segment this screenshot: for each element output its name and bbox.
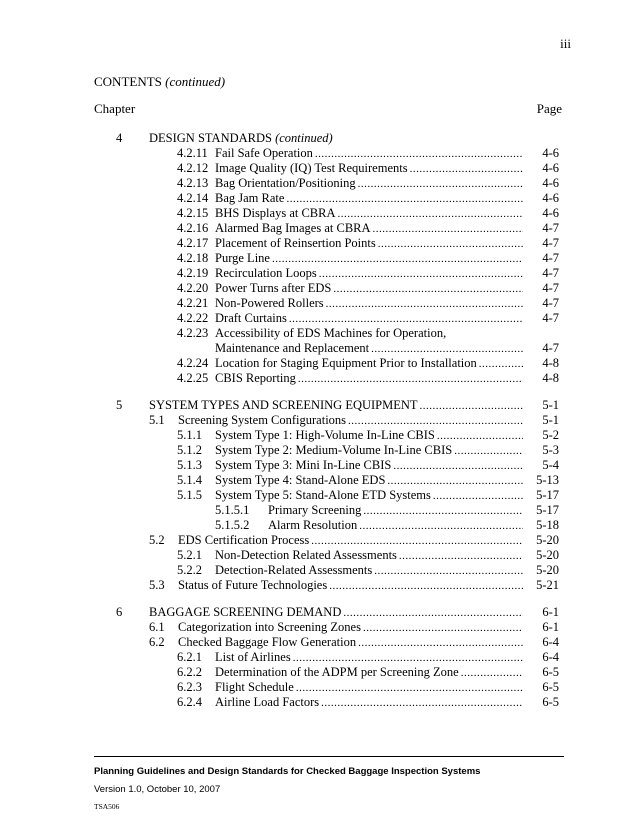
- toc-row: [0, 221, 638, 236]
- page-ref: 6-4: [542, 650, 559, 664]
- toc-row: [0, 695, 638, 710]
- dot-leader: [454, 444, 523, 459]
- toc-entry[interactable]: [177, 326, 523, 341]
- toc-entry[interactable]: [149, 533, 523, 549]
- section-title-text: Location for Staging Equipment Prior to Installation: [215, 356, 477, 370]
- section-title-text: System Type 1: High-Volume In-Line CBIS: [215, 428, 435, 442]
- section-number: 6.2.1: [177, 650, 202, 664]
- chapter-number: 4: [116, 131, 123, 145]
- section-number: 4.2.23: [177, 326, 209, 340]
- section-title: [215, 695, 319, 710]
- toc-entry[interactable]: [177, 356, 523, 372]
- toc-row: [0, 428, 638, 443]
- toc-entry[interactable]: [177, 251, 523, 267]
- toc-entry[interactable]: [177, 473, 523, 489]
- dot-leader: [378, 237, 523, 252]
- page-ref: 6-1: [542, 620, 559, 634]
- section-title: [268, 503, 361, 518]
- section-title: [215, 191, 284, 206]
- page-ref: 5-3: [542, 443, 559, 457]
- section-title: [215, 161, 408, 176]
- section-number: 6.2.3: [177, 680, 202, 694]
- dot-leader: [433, 489, 523, 504]
- section-number: 5.2: [149, 533, 165, 547]
- page-ref: 5-2: [542, 428, 559, 442]
- page-ref: 5-18: [536, 518, 559, 532]
- section-number: 4.2.25: [177, 371, 209, 385]
- toc-row: [0, 503, 638, 518]
- section-number: 6.2.4: [177, 695, 202, 709]
- dot-leader: [319, 267, 523, 282]
- dot-leader: [293, 651, 523, 666]
- toc-entry[interactable]: [177, 695, 523, 711]
- section-number: 5.2.1: [177, 548, 202, 562]
- toc-row: [0, 191, 638, 206]
- page-column-header: Page: [536, 101, 562, 116]
- page-ref: 4-7: [542, 221, 559, 235]
- section-number: 5.1.2: [177, 443, 202, 457]
- toc-entry[interactable]: [177, 458, 523, 474]
- section-title-text: List of Airlines: [215, 650, 291, 664]
- section-title: [149, 131, 333, 146]
- toc-entry[interactable]: [149, 635, 523, 651]
- page-ref: 5-1: [542, 413, 559, 427]
- section-title: [215, 341, 369, 356]
- footer-code: TSA506: [94, 802, 120, 811]
- toc-entry[interactable]: [177, 176, 523, 192]
- toc-row: [0, 251, 638, 266]
- toc-row: [0, 206, 638, 221]
- footer-title: Planning Guidelines and Design Standards for Checked Baggage Inspection Systems: [94, 766, 481, 777]
- dot-leader: [358, 636, 523, 651]
- toc-row: [0, 266, 638, 281]
- section-title: [215, 146, 313, 161]
- toc-row: [0, 281, 638, 296]
- toc-entry[interactable]: [177, 191, 523, 207]
- section-number: 4.2.12: [177, 161, 209, 175]
- section-number: 6.1: [149, 620, 165, 634]
- page-ref: 6-5: [542, 665, 559, 679]
- page-ref: 4-7: [542, 341, 559, 355]
- contents-qualifier: (continued): [165, 74, 226, 89]
- toc-row: [0, 341, 638, 356]
- toc-row: [0, 473, 638, 488]
- section-title: [178, 620, 361, 635]
- toc-row: [0, 563, 638, 578]
- toc-row: [0, 413, 638, 428]
- section-title: [215, 665, 459, 680]
- toc-row: [0, 680, 638, 695]
- section-number: 4.2.20: [177, 281, 209, 295]
- toc-entry[interactable]: [177, 650, 523, 666]
- toc-row: [0, 131, 638, 146]
- toc-entry[interactable]: [177, 311, 523, 327]
- section-title-text: Alarm Resolution: [268, 518, 358, 532]
- section-title: [215, 236, 376, 251]
- dot-leader: [296, 681, 523, 696]
- dot-leader: [286, 192, 523, 207]
- dot-leader: [289, 312, 523, 327]
- toc-entry[interactable]: [177, 266, 523, 282]
- toc-row: [0, 458, 638, 473]
- toc-entry[interactable]: [149, 620, 523, 636]
- toc-row: [0, 443, 638, 458]
- toc-entry[interactable]: [215, 503, 523, 519]
- page-ref: 4-8: [542, 371, 559, 385]
- page-ref: 4-7: [542, 296, 559, 310]
- section-title-text: Non-Detection Related Assessments: [215, 548, 397, 562]
- section-title-text: Power Turns after EDS: [215, 281, 332, 295]
- toc-row: [0, 548, 638, 563]
- footer-divider: [94, 756, 564, 757]
- toc-row: [0, 356, 638, 371]
- section-number: 4.2.24: [177, 356, 209, 370]
- section-title: [215, 251, 270, 266]
- toc-entry[interactable]: [149, 413, 523, 429]
- section-number: 6.2: [149, 635, 165, 649]
- section-number: 4.2.14: [177, 191, 209, 205]
- section-title-text: Accessibility of EDS Machines for Operation,: [215, 326, 447, 340]
- section-title-text: Fail Safe Operation: [215, 146, 313, 160]
- page-ref: 5-4: [542, 458, 559, 472]
- page-ref: 5-17: [536, 503, 559, 517]
- section-title-text: Flight Schedule: [215, 680, 294, 694]
- toc-entry[interactable]: [177, 443, 523, 459]
- toc-row: [0, 650, 638, 665]
- table-of-contents: [0, 131, 638, 710]
- section-title: [215, 473, 385, 488]
- section-title-text: Purge Line: [215, 251, 270, 265]
- section-title: [215, 458, 391, 473]
- section-title: [178, 635, 356, 650]
- section-number: 5.1.1: [177, 428, 202, 442]
- section-number: 4.2.19: [177, 266, 209, 280]
- toc-entry[interactable]: [177, 146, 523, 162]
- section-title-text: BAGGAGE SCREENING DEMAND: [149, 605, 342, 619]
- section-number: 4.2.18: [177, 251, 209, 265]
- section-title-text: Placement of Reinsertion Points: [215, 236, 376, 250]
- dot-leader: [420, 399, 523, 414]
- section-title-text: Maintenance and Replacement: [215, 341, 370, 355]
- section-title: [215, 281, 331, 296]
- toc-row: [0, 236, 638, 251]
- toc-row: [0, 296, 638, 311]
- dot-leader: [343, 606, 523, 621]
- page-ref: 5-20: [536, 548, 559, 562]
- toc-row: [0, 371, 638, 386]
- section-title: [149, 605, 341, 620]
- dot-leader: [298, 372, 523, 387]
- section-title: [149, 398, 418, 413]
- toc-entry[interactable]: [177, 371, 523, 387]
- section-title-text: Screening System Configurations: [178, 413, 347, 427]
- toc-entry[interactable]: [177, 281, 523, 297]
- page-ref: 4-7: [542, 281, 559, 295]
- contents-title: [94, 74, 225, 90]
- section-title-text: Alarmed Bag Images at CBRA: [215, 221, 371, 235]
- page-ref: 4-7: [542, 236, 559, 250]
- section-number: 5.1.4: [177, 473, 202, 487]
- toc-entry[interactable]: [177, 221, 523, 237]
- section-title-text: SYSTEM TYPES AND SCREENING EQUIPMENT: [149, 398, 418, 412]
- section-title-text: System Type 2: Medium-Volume In-Line CBIS: [215, 443, 453, 457]
- section-number: 5.1.5.2: [215, 518, 250, 532]
- toc-row: [0, 533, 638, 548]
- section-title: [215, 650, 291, 665]
- section-title: [215, 680, 294, 695]
- section-number: 6.2.2: [177, 665, 202, 679]
- dot-leader: [363, 621, 523, 636]
- toc-entry[interactable]: [177, 236, 523, 252]
- section-title-text: Image Quality (IQ) Test Requirements: [215, 161, 408, 175]
- section-number: 5.2.2: [177, 563, 202, 577]
- dot-leader: [321, 696, 523, 711]
- page-ref: 6-4: [542, 635, 559, 649]
- dot-leader: [272, 252, 523, 267]
- toc-entry[interactable]: [177, 548, 523, 564]
- toc-row: [0, 665, 638, 680]
- section-title-text: Detection-Related Assessments: [215, 563, 373, 577]
- page-number: iii: [560, 36, 571, 51]
- section-title: [215, 443, 452, 458]
- toc-row: [0, 176, 638, 191]
- page-ref: 4-8: [542, 356, 559, 370]
- dot-leader: [315, 147, 523, 162]
- toc-row: [0, 488, 638, 503]
- chapter-number: 5: [116, 398, 123, 412]
- section-title: [215, 296, 324, 311]
- page-ref: 6-5: [542, 695, 559, 709]
- toc-entry[interactable]: [177, 428, 523, 444]
- dot-leader: [326, 297, 523, 312]
- toc-row: [0, 620, 638, 635]
- section-title: [215, 221, 371, 236]
- section-title-text: Status of Future Technologies: [178, 578, 328, 592]
- section-title-text: System Type 4: Stand-Alone EDS: [215, 473, 386, 487]
- dot-leader: [329, 579, 523, 594]
- section-title: [215, 206, 336, 221]
- toc-row: [0, 311, 638, 326]
- page-ref: 5-20: [536, 533, 559, 547]
- section-title: [215, 356, 477, 371]
- footer-version: Version 1.0, October 10, 2007: [94, 784, 221, 795]
- section-number: 4.2.21: [177, 296, 209, 310]
- toc-row: [0, 161, 638, 176]
- dot-leader: [371, 342, 523, 357]
- dot-leader: [338, 207, 523, 222]
- section-title: [215, 488, 431, 503]
- section-title: [215, 326, 446, 341]
- section-title-text: Categorization into Screening Zones: [178, 620, 361, 634]
- toc-entry[interactable]: [177, 665, 523, 681]
- dot-leader: [461, 666, 523, 681]
- section-title: [178, 413, 346, 428]
- page-ref: 4-6: [542, 191, 559, 205]
- page-ref: 5-21: [536, 578, 559, 592]
- page-ref: 4-7: [542, 251, 559, 265]
- page-ref: 4-6: [542, 206, 559, 220]
- section-title: [215, 266, 317, 281]
- section-number: 4.2.22: [177, 311, 209, 325]
- section-title-text: Checked Baggage Flow Generation: [178, 635, 357, 649]
- chapter-number: 6: [116, 605, 123, 619]
- section-number: 5.1: [149, 413, 165, 427]
- dot-leader: [399, 549, 523, 564]
- section-number: 4.2.11: [177, 146, 208, 160]
- toc-row: [0, 398, 638, 413]
- toc-entry[interactable]: [177, 341, 523, 357]
- page-ref: 4-7: [542, 311, 559, 325]
- dot-leader: [437, 429, 523, 444]
- section-title-text: Recirculation Loops: [215, 266, 317, 280]
- section-title: [178, 578, 327, 593]
- section-title-text: System Type 3: Mini In-Line CBIS: [215, 458, 392, 472]
- section-title: [178, 533, 309, 548]
- dot-leader: [311, 534, 523, 549]
- section-title-text: Draft Curtains: [215, 311, 287, 325]
- section-number: 4.2.13: [177, 176, 209, 190]
- section-number: 5.3: [149, 578, 165, 592]
- section-title-text: EDS Certification Process: [178, 533, 310, 547]
- section-title-text: Primary Screening: [268, 503, 362, 517]
- page-ref: 4-6: [542, 176, 559, 190]
- toc-row: [0, 578, 638, 593]
- section-title: [215, 371, 296, 386]
- section-title-text: BHS Displays at CBRA: [215, 206, 336, 220]
- toc-entry[interactable]: [149, 398, 523, 414]
- section-title-text: Determination of the ADPM per Screening Zone: [215, 665, 459, 679]
- toc-row: [0, 635, 638, 650]
- toc-entry[interactable]: [177, 680, 523, 696]
- toc-entry[interactable]: [177, 206, 523, 222]
- section-title-text: Bag Jam Rate: [215, 191, 285, 205]
- dot-leader: [348, 414, 523, 429]
- chapter-column-header: Chapter: [94, 101, 136, 116]
- toc-row: [0, 326, 638, 341]
- section-title-qualifier: (continued): [275, 131, 333, 145]
- section-title: [215, 548, 397, 563]
- section-title-text: CBIS Reporting: [215, 371, 296, 385]
- section-title-text: System Type 5: Stand-Alone ETD Systems: [215, 488, 431, 502]
- section-title: [215, 563, 372, 578]
- toc-row: [0, 146, 638, 161]
- section-number: 5.1.5: [177, 488, 202, 502]
- dot-leader: [393, 459, 523, 474]
- section-number: 5.1.5.1: [215, 503, 250, 517]
- toc-entry[interactable]: [177, 563, 523, 579]
- dot-leader: [374, 564, 523, 579]
- page-ref: 4-7: [542, 266, 559, 280]
- dot-leader: [333, 282, 523, 297]
- section-title-text: DESIGN STANDARDS: [149, 131, 272, 145]
- toc-entry[interactable]: [149, 578, 523, 594]
- dot-leader: [410, 162, 523, 177]
- page-ref: 5-1: [542, 398, 559, 412]
- toc-entry[interactable]: [177, 488, 523, 504]
- page-ref: 6-1: [542, 605, 559, 619]
- page-ref: 4-6: [542, 161, 559, 175]
- toc-entry[interactable]: [149, 605, 523, 621]
- page-ref: 6-5: [542, 680, 559, 694]
- toc-row: [0, 518, 638, 533]
- page-ref: 4-6: [542, 146, 559, 160]
- toc-entry[interactable]: [215, 518, 523, 534]
- section-number: 5.1.3: [177, 458, 202, 472]
- dot-leader: [373, 222, 523, 237]
- section-title: [215, 311, 287, 326]
- page-ref: 5-13: [536, 473, 559, 487]
- section-title: [215, 428, 435, 443]
- dot-leader: [358, 177, 523, 192]
- toc-entry[interactable]: [177, 161, 523, 177]
- dot-leader: [387, 474, 523, 489]
- page-ref: 5-17: [536, 488, 559, 502]
- section-title: [268, 518, 357, 533]
- toc-entry[interactable]: [149, 131, 523, 146]
- section-title-text: Bag Orientation/Positioning: [215, 176, 356, 190]
- dot-leader: [479, 357, 523, 372]
- section-number: 4.2.15: [177, 206, 209, 220]
- section-title: [215, 176, 356, 191]
- dot-leader: [363, 504, 523, 519]
- dot-leader: [359, 519, 523, 534]
- toc-entry[interactable]: [177, 296, 523, 312]
- toc-row: [0, 605, 638, 620]
- section-number: 4.2.17: [177, 236, 209, 250]
- section-title-text: Non-Powered Rollers: [215, 296, 324, 310]
- section-number: 4.2.16: [177, 221, 209, 235]
- contents-title-text: CONTENTS: [94, 74, 162, 89]
- section-title-text: Airline Load Factors: [215, 695, 320, 709]
- page-ref: 5-20: [536, 563, 559, 577]
